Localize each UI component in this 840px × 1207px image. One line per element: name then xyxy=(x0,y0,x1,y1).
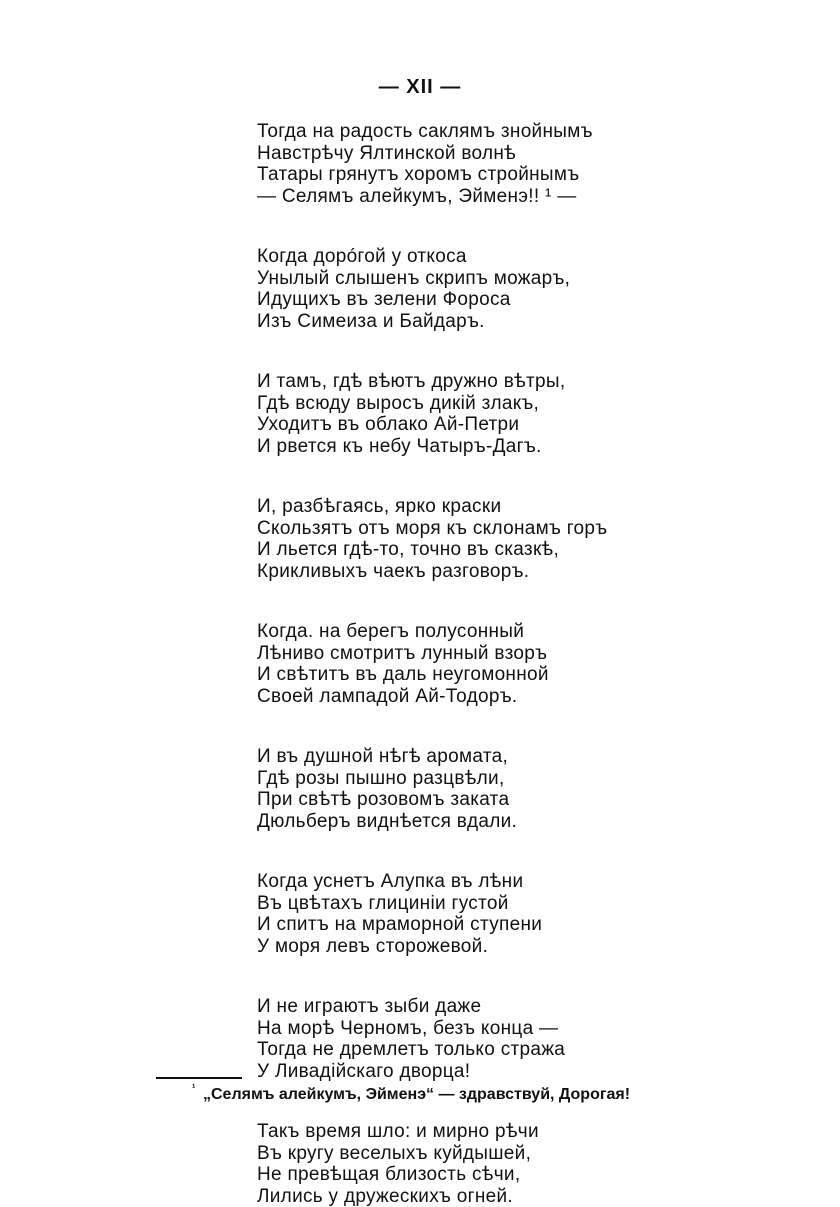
poem-line: Когда дорóгой у откоса xyxy=(257,246,777,268)
poem-line: Когда. на берегъ полусонный xyxy=(257,621,777,643)
stanza-9 xyxy=(257,1121,777,1207)
poem-line: Тогда на радость саклямъ знойнымъ xyxy=(257,121,777,143)
poem-line: На морѣ Черномъ, безъ конца — xyxy=(257,1018,777,1040)
poem-line: Навстрѣчу Ялтинской волнѣ xyxy=(257,143,777,165)
poem xyxy=(257,121,777,1207)
stanza-7 xyxy=(257,871,777,957)
poem-line: Своей лампадой Ай-Тодоръ. xyxy=(257,686,777,708)
poem-line: Такъ время шло: и мирно рѣчи xyxy=(257,1121,777,1143)
poem-line: Тогда не дремлетъ только стража xyxy=(257,1039,777,1061)
stanza-1 xyxy=(257,121,777,207)
poem-line: И льется гдѣ-то, точно въ сказкѣ, xyxy=(257,539,777,561)
poem-line: Крикливыхъ чаекъ разговоръ. xyxy=(257,561,777,583)
poem-line: Гдѣ розы пышно разцвѣли, xyxy=(257,768,777,790)
poem-line: И въ душной нѣгѣ аромата, xyxy=(257,746,777,768)
poem-line: Дюльберъ виднѣется вдали. xyxy=(257,811,777,833)
poem-line: У моря левъ сторожевой. xyxy=(257,936,777,958)
poem-line: Когда уснетъ Алупка въ лѣни xyxy=(257,871,777,893)
footnote-text: „Селямъ алейкумъ, Эйменэ“ — здравствуй, Дорогая! xyxy=(203,1086,630,1103)
poem-line: Гдѣ всюду выросъ дикій злакъ, xyxy=(257,393,777,415)
stanza-8 xyxy=(257,996,777,1082)
poem-line: — Селямъ алейкумъ, Эйменэ!! ¹ — xyxy=(257,186,777,208)
poem-line: И, разбѣгаясь, ярко краски xyxy=(257,496,777,518)
footnote xyxy=(203,1086,630,1104)
poem-line: Изъ Симеиза и Байдаръ. xyxy=(257,311,777,333)
poem-line: Лѣниво смотритъ лунный взоръ xyxy=(257,643,777,665)
poem-line: При свѣтѣ розовомъ заката xyxy=(257,789,777,811)
footnote-divider xyxy=(156,1077,242,1079)
stanza-3 xyxy=(257,371,777,457)
poem-line: Въ цвѣтахъ глициніи густой xyxy=(257,893,777,915)
poem-line: И спитъ на мраморной ступени xyxy=(257,914,777,936)
stanza-2 xyxy=(257,246,777,332)
poem-line: Идущихъ въ зелени Фороса xyxy=(257,289,777,311)
poem-line: Унылый слышенъ скрипъ можаръ, xyxy=(257,268,777,290)
poem-line: Татары грянутъ хоромъ стройнымъ xyxy=(257,164,777,186)
stanza-6 xyxy=(257,746,777,832)
poem-line: И рвется къ небу Чатыръ-Дагъ. xyxy=(257,436,777,458)
poem-line: И свѣтитъ въ даль неугомонной xyxy=(257,664,777,686)
poem-line: Лились у дружескихъ огней. xyxy=(257,1186,777,1207)
stanza-5 xyxy=(257,621,777,707)
poem-line: Въ кругу веселыхъ куйдышей, xyxy=(257,1143,777,1165)
poem-line: У Ливадійскаго дворца! xyxy=(257,1061,777,1083)
stanza-4 xyxy=(257,496,777,582)
poem-line: Не превѣщая близость сѣчи, xyxy=(257,1164,777,1186)
poem-line: И не играютъ зыби даже xyxy=(257,996,777,1018)
poem-line: Уходитъ въ облако Ай-Петри xyxy=(257,414,777,436)
page-number: — XII — xyxy=(0,76,840,99)
footnote-marker: ¹ xyxy=(192,1083,195,1094)
poem-line: И тамъ, гдѣ вѣютъ дружно вѣтры, xyxy=(257,371,777,393)
poem-line: Скользятъ отъ моря къ склонамъ горъ xyxy=(257,518,777,540)
